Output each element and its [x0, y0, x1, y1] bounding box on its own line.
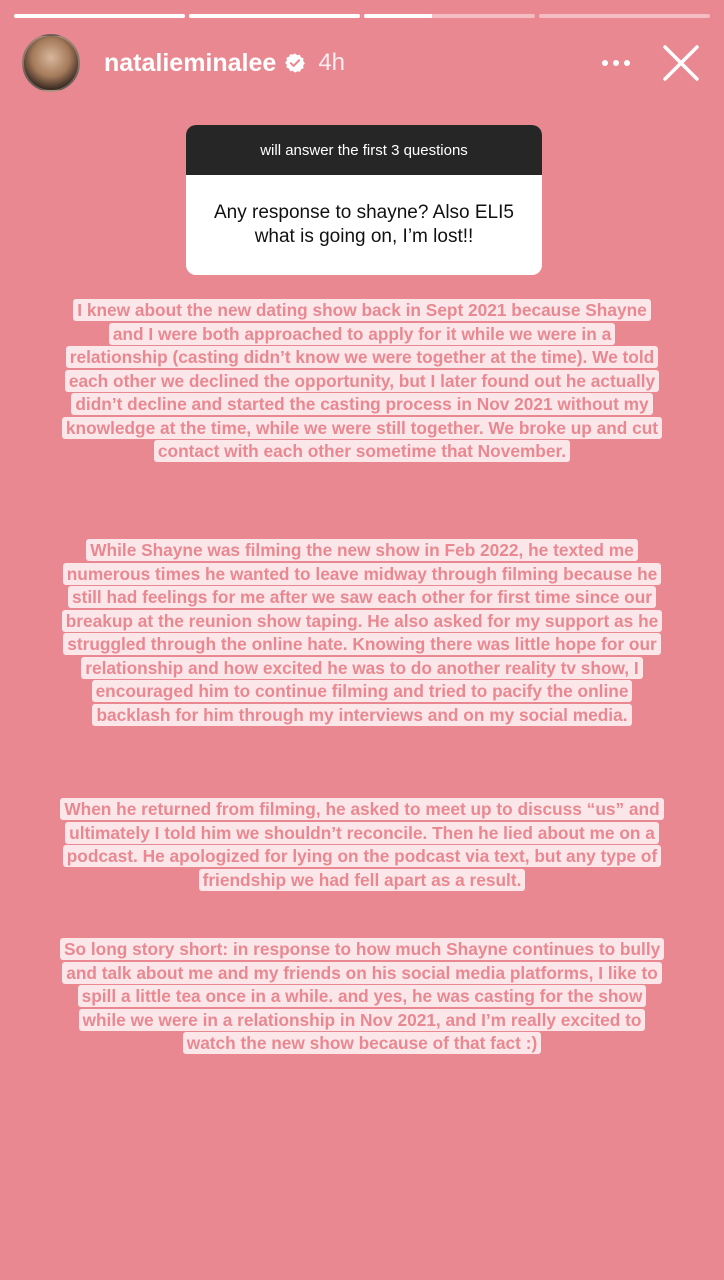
question-prompt: will answer the first 3 questions [186, 125, 542, 175]
story-text-paragraph-1 [60, 299, 664, 464]
question-sticker[interactable] [186, 125, 542, 275]
story-header [22, 32, 710, 94]
paragraph-text: While Shayne was filming the new show in Feb 2022, he texted me numerous times he wanted to leave midway through filming because he still had feelings for me after we saw each other for first time since our breakup at the reunion show taping. He also asked for my support as he struggled through the online hate. Knowing there was little hope for our relationship and how excited he was to do another reality tv show, I encouraged him to continue filming and tried to pacify the online backlash for him through my interviews and on my social media. [62, 539, 662, 726]
story-text-paragraph-3 [60, 798, 664, 892]
close-icon[interactable] [658, 40, 704, 86]
paragraph-text: So long story short: in response to how much Shayne continues to bully and talk about me and my friends on his social media platforms, I like to spill a little tea once in a while. and yes, he was casting for the show while we were in a relationship in Nov 2021, and I’m really excited to watch the new show because of that fact :) [60, 938, 664, 1054]
username[interactable]: natalieminalee [104, 48, 277, 77]
progress-segment [539, 14, 710, 18]
avatar[interactable] [22, 34, 80, 92]
progress-fill [14, 14, 185, 18]
post-time: 4h [318, 49, 346, 76]
story-text-paragraph-2 [60, 539, 664, 727]
more-dots-icon[interactable] [596, 43, 636, 83]
verified-badge-icon [284, 52, 306, 74]
progress-fill [189, 14, 360, 18]
progress-fill [364, 14, 432, 18]
progress-segment [14, 14, 185, 18]
paragraph-text: When he returned from filming, he asked to meet up to discuss “us” and ultimately I told him we shouldn’t reconcile. Then he lied about me on a podcast. He apologized for lying on the podcast via text, but any type of friendship we had fell apart as a result. [60, 798, 663, 891]
story-progress-bar [14, 14, 710, 18]
story-text-paragraph-4 [60, 938, 664, 1056]
paragraph-text: I knew about the new dating show back in Sept 2021 because Shayne and I were both approached to apply for it while we were in a relationship (casting didn’t know we were together at the time). We told each other we declined the opportunity, but I later found out he actually didn’t decline and started the casting process in Nov 2021 without my knowledge at the time, while we were still together. We broke up and cut contact with each other sometime that November. [62, 299, 662, 462]
question-text: Any response to shayne? Also ELI5 what is going on, I’m lost!! [214, 202, 514, 247]
progress-segment [189, 14, 360, 18]
progress-segment [364, 14, 535, 18]
